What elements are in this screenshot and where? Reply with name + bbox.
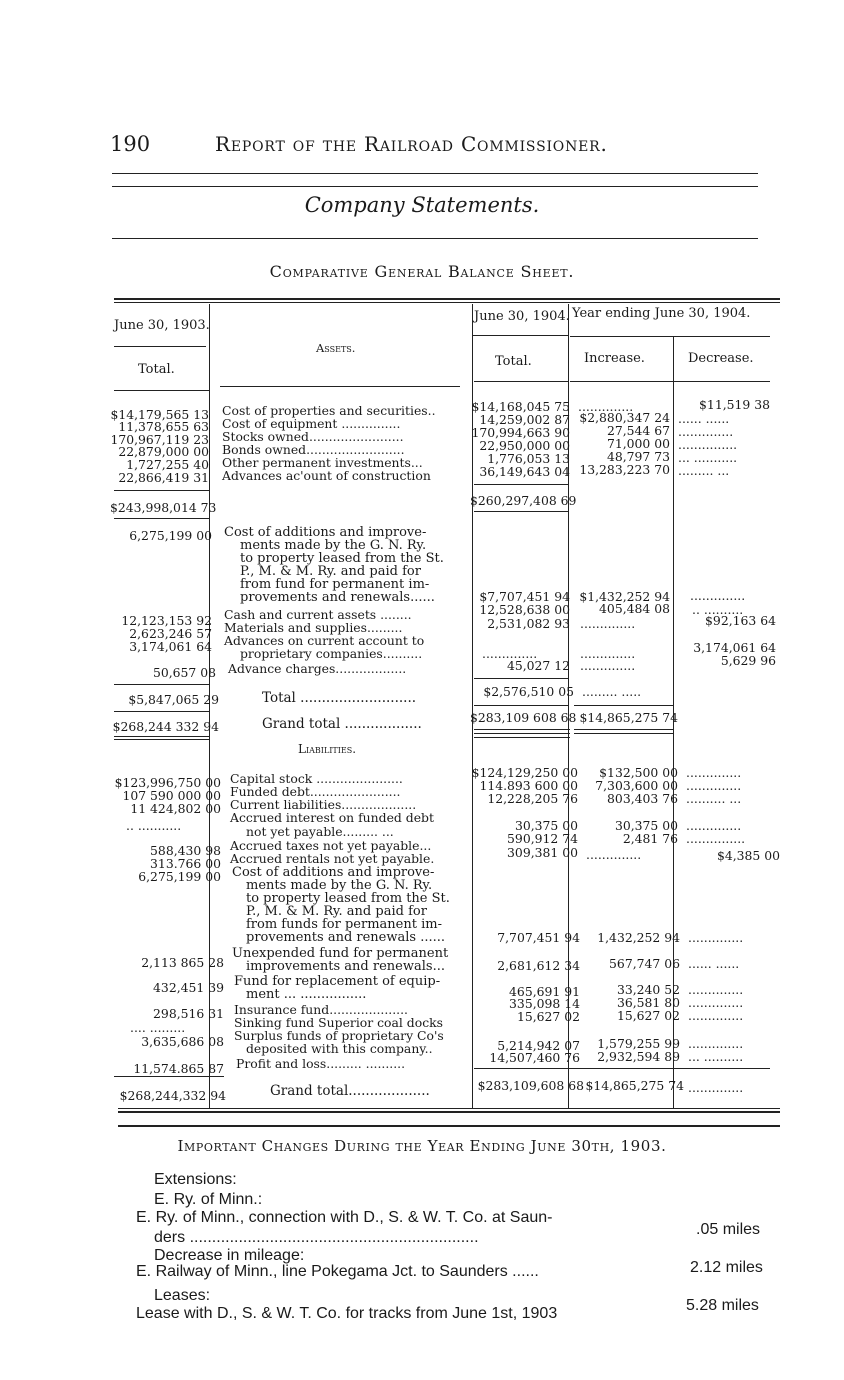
advances-1904: ..............	[482, 646, 538, 661]
changes-line: E. Railway of Minn., line Pokegama Jct. to Saunders ......	[136, 1263, 539, 1280]
rule	[114, 736, 209, 737]
rule	[114, 490, 209, 491]
equipment-fund-1903: 432,451 39	[153, 980, 224, 995]
cash-1903: 12,123,153 92	[121, 613, 212, 628]
materials-increase: ..............	[580, 616, 636, 631]
sinking-1904: 15,627 02	[516, 1009, 580, 1024]
sheet-title: Comparative General Balance Sheet.	[269, 262, 575, 281]
changes-line: Extensions:	[154, 1171, 237, 1188]
grand-total-liab-decrease: ..............	[688, 1080, 744, 1095]
improvements-1903: 6,275,199 00	[129, 528, 212, 543]
rule	[114, 346, 206, 347]
assets-total-1903: $5,847,065 29	[128, 692, 219, 707]
unexpended-increase: 567,747 06	[609, 956, 680, 971]
unexpended-1904: 2,681,612 34	[497, 958, 580, 973]
equipment-fund-increase: 33,240 52	[616, 982, 680, 997]
accrued-taxes-1903: 588,430 98	[150, 843, 221, 858]
improvements-label: provements and renewals......	[240, 590, 435, 605]
improvements-label: P., M. & M. Ry. and paid for	[240, 564, 421, 579]
asset-1904: 1,776,053 13	[487, 451, 570, 466]
surplus-increase: 1,579,255 99	[597, 1036, 680, 1051]
cost-additions-label: to property leased from the St.	[246, 891, 450, 906]
insurance-label: Insurance fund....................	[234, 1002, 408, 1017]
liab-1904: 114.893 600 00	[479, 778, 578, 793]
asset-1904: 22,950,000 00	[479, 438, 570, 453]
accrued-interest-1904: 30,375 00	[514, 818, 578, 833]
asset-1904: 36,149,643 04	[479, 464, 570, 479]
accrued-taxes-1904: 590,912 74	[507, 831, 578, 846]
changes-line: E. Ry. of Minn., connection with D., S. & W. T. Co. at Saun-	[136, 1209, 553, 1226]
rule	[114, 711, 209, 712]
grand-total-liab-label: Grand total...................	[270, 1083, 430, 1099]
changes-value: 2.12 miles	[690, 1259, 763, 1276]
rule	[570, 336, 770, 337]
asset-increase: 48,797 73	[606, 449, 670, 464]
unexpended-label: Unexpended fund for permanent	[232, 946, 449, 961]
header-june-1904: June 30, 1904.	[474, 309, 570, 324]
header-decrease: Decrease.	[688, 351, 754, 366]
changes-value: .05 miles	[696, 1221, 761, 1238]
liab-decrease: .......... ...	[686, 791, 742, 806]
improvements-label: ments made by the G. N. Ry.	[240, 538, 427, 553]
cash-increase: 405,484 08	[599, 601, 670, 616]
sinking-label: Sinking fund Superior coal docks	[234, 1015, 443, 1030]
asset-decrease: ... ...........	[678, 450, 738, 465]
changes-line: E. Ry. of Minn.:	[154, 1191, 263, 1208]
liab-1903: 11 424,802 00	[130, 801, 221, 816]
accrued-rentals-label: Accrued rentals not yet payable.	[230, 851, 435, 866]
rule	[474, 381, 568, 382]
asset-1903: $14,179,565 13	[110, 407, 209, 422]
liab-increase: 7,303,600 00	[595, 778, 678, 793]
accrued-interest-label: Accrued interest on funded debt	[230, 810, 434, 825]
accrued-taxes-decrease: ...............	[686, 831, 746, 846]
profit-1904: 14,507,460 76	[489, 1050, 580, 1065]
table-top-rule	[114, 298, 780, 300]
charges-label: Advance charges..................	[228, 661, 407, 676]
table-bottom-rule	[118, 1111, 780, 1113]
liab-increase: $132,500 00	[599, 765, 678, 780]
surplus-decrease: ..............	[688, 1036, 744, 1051]
asset-decrease: ...............	[678, 437, 738, 452]
liab-1903: 107 590 000 00	[122, 788, 221, 803]
rule	[570, 381, 770, 382]
equipment-fund-decrease: ..............	[688, 982, 744, 997]
assets-subtotal-1904: $260,297,408 69	[470, 493, 577, 508]
cost-additions-label: P., M. & M. Ry. and paid for	[246, 904, 427, 919]
table-bottom-rule	[118, 1108, 780, 1109]
rule	[114, 390, 210, 391]
cost-additions-label: Cost of additions and improve-	[232, 865, 435, 880]
charges-decrease: 5,629 96	[720, 653, 776, 668]
asset-label: Cost of properties and securities..	[222, 403, 436, 418]
changes-line: Lease with D., S. & W. T. Co. for tracks from June 1st, 1903	[136, 1305, 558, 1322]
assets-total-label: Total ...........................	[262, 690, 417, 706]
sinking-decrease: ..............	[688, 1008, 744, 1023]
surplus-label: Surplus funds of proprietary Co's	[234, 1028, 444, 1043]
header-june-1903: June 30, 1903.	[114, 318, 210, 333]
page-number: 190	[110, 132, 151, 156]
asset-decrease: ...... ......	[678, 411, 730, 426]
rule	[112, 173, 758, 174]
equipment-fund-label: Fund for replacement of equip-	[234, 974, 441, 989]
advances-increase: ..............	[580, 646, 636, 661]
header-assets: Assets.	[316, 341, 356, 355]
liab-1904: 12,228,205 76	[487, 791, 578, 806]
rule	[118, 1125, 780, 1127]
grand-total-assets-label: Grand total ..................	[262, 716, 422, 732]
grand-total-assets-increase: $14,865,275 74	[579, 710, 678, 725]
accrued-interest-increase: 30,375 00	[614, 818, 678, 833]
rule	[114, 518, 209, 519]
accrued-rentals-increase: ..............	[586, 847, 642, 862]
improvements-1904: $7,707,451 94	[479, 589, 570, 604]
asset-1903: 22,879,000 00	[118, 444, 209, 459]
cost-additions-label: provements and renewals ......	[246, 930, 446, 945]
insurance-1903: 298,516 31	[153, 1006, 224, 1021]
unexpended-decrease: ...... ......	[688, 956, 740, 971]
materials-1904: 2,531,082 93	[487, 616, 570, 631]
asset-1903: 170,967,119 23	[110, 432, 209, 447]
improvements-decrease: ..............	[690, 588, 746, 603]
asset-increase: 13,283,223 70	[579, 462, 670, 477]
rule	[220, 386, 460, 387]
asset-label: Stocks owned........................	[222, 429, 404, 444]
assets-total-1904: $2,576,510 05	[483, 684, 574, 699]
changes-line: ders .................................................................	[154, 1229, 479, 1246]
cost-additions-label: from funds for permanent im-	[246, 917, 442, 932]
rule	[474, 729, 570, 730]
asset-label: Advances ac'ount of construction	[222, 468, 431, 483]
equipment-fund-1904: 465,691 91	[509, 984, 580, 999]
accrued-interest-decrease: ..............	[686, 818, 742, 833]
asset-1903: 22,866,419 31	[118, 470, 209, 485]
rule	[472, 335, 568, 336]
unexpended-label: improvements and renewals...	[246, 959, 445, 974]
grand-total-assets-1904: $283,109 608 68	[470, 710, 577, 725]
cash-1904: 12,528,638 00	[479, 602, 570, 617]
accrued-taxes-label: Accrued taxes not yet payable...	[230, 838, 432, 853]
liab-label: Funded debt.......................	[230, 784, 401, 799]
asset-label: Other permanent investments...	[222, 455, 423, 470]
header-increase: Increase.	[584, 351, 645, 366]
liab-1904: $124,129,250 00	[471, 765, 578, 780]
rule	[574, 729, 674, 730]
rule	[574, 705, 674, 706]
profit-decrease: ... ..........	[688, 1049, 744, 1064]
surplus-1903: 3,635,686 08	[141, 1034, 224, 1049]
asset-1903: 11,378,655 63	[118, 419, 209, 434]
assets-subtotal-1903: $243,998,014 73	[110, 500, 217, 515]
profit-1903: 11,574.865 87	[133, 1061, 224, 1076]
liab-increase: 803,403 76	[607, 791, 678, 806]
accrued-rentals-1903: 313.766 00	[150, 856, 221, 871]
rule	[578, 1068, 770, 1069]
asset-1904: $14,168,045 75	[471, 399, 570, 414]
section-title: Company Statements.	[304, 193, 540, 217]
insurance-decrease: ..............	[688, 995, 744, 1010]
cash-label: Cash and current assets ........	[224, 607, 412, 622]
materials-decrease: $92,163 64	[705, 613, 776, 628]
changes-line: Leases:	[154, 1287, 211, 1304]
rule	[112, 238, 758, 239]
liab-1903: $123,996,750 00	[114, 775, 221, 790]
asset-label: Cost of equipment ...............	[222, 416, 401, 431]
changes-value: 5.28 miles	[686, 1297, 759, 1314]
header-total-1903: Total.	[138, 362, 175, 377]
asset-decrease: ......... ...	[678, 463, 730, 478]
cost-additions-increase: 1,432,252 94	[597, 930, 680, 945]
materials-label: Materials and supplies.........	[224, 620, 403, 635]
asset-decrease: ..............	[678, 424, 734, 439]
materials-1903: 2,623,246 57	[129, 626, 212, 641]
rule	[474, 705, 568, 706]
advances-label: Advances on current account to	[224, 633, 425, 648]
improvements-label: to property leased from the St.	[240, 551, 444, 566]
cost-additions-label: ments made by the G. N. Ry.	[246, 878, 433, 893]
liab-decrease: ..............	[686, 778, 742, 793]
cost-additions-decrease: ..............	[688, 930, 744, 945]
rule	[474, 484, 568, 485]
asset-increase: 27,544 67	[606, 423, 670, 438]
rule	[114, 739, 209, 740]
rule	[474, 1068, 584, 1069]
cost-additions-1903: 6,275,199 00	[138, 869, 221, 884]
liab-label: Capital stock ......................	[230, 771, 403, 786]
running-title: Report of the Railroad Commissioner.	[215, 132, 608, 156]
liab-label: Current liabilities...................	[230, 797, 417, 812]
assets-total-increase: ......... .....	[582, 684, 642, 699]
liabilities-heading: Liabilities.	[298, 742, 357, 756]
charges-increase: ..............	[580, 658, 636, 673]
grand-total-liab-1904: $283,109,608 68	[477, 1078, 584, 1093]
equipment-fund-label: ment ... ................	[246, 987, 367, 1002]
advances-label: proprietary companies..........	[240, 646, 423, 661]
rule	[474, 733, 570, 734]
grand-total-liab-1903: $268,244,332 94	[119, 1088, 226, 1103]
surplus-1904: 5,214,942 07	[497, 1038, 580, 1053]
asset-label: Bonds owned.........................	[222, 442, 405, 457]
asset-1903: 1,727,255 40	[126, 457, 209, 472]
unexpended-1903: 2,113 865 28	[141, 955, 224, 970]
accrued-rentals-1904: 309,381 00	[507, 845, 578, 860]
rule	[474, 511, 568, 512]
asset-1904: 14,259,002 87	[479, 412, 570, 427]
accrued-interest-1903: .. ...........	[126, 818, 182, 833]
asset-1904: 170,994,663 90	[471, 425, 570, 440]
accrued-interest-label: not yet payable......... ...	[246, 824, 394, 839]
changes-line: Decrease in mileage:	[154, 1247, 305, 1264]
insurance-increase: 36,581 80	[616, 995, 680, 1010]
charges-1903: 50,657 08	[152, 665, 216, 680]
grand-total-assets-1903: $268,244 332 94	[112, 719, 219, 734]
table-top-rule	[114, 302, 780, 303]
accrued-rentals-decrease: $4,385 00	[716, 848, 780, 863]
changes-title: Important Changes During the Year Ending June 30th, 1903.	[177, 1137, 667, 1155]
cost-additions-1904: 7,707,451 94	[497, 930, 580, 945]
header-year-ending: Year ending June 30, 1904.	[572, 306, 751, 321]
asset-increase: $2,880,347 24	[579, 410, 670, 425]
advances-1903: 3,174,061 64	[129, 639, 212, 654]
rule	[474, 737, 570, 738]
asset-increase: ..............	[578, 399, 634, 414]
improvements-label: from fund for permanent im-	[240, 577, 430, 592]
rule	[112, 186, 758, 187]
improvements-increase: $1,432,252 94	[579, 589, 670, 604]
charges-1904: 45,027 12	[506, 658, 570, 673]
improvements-label: Cost of additions and improve-	[224, 525, 427, 540]
advances-decrease: 3,174,061 64	[693, 640, 776, 655]
surplus-label: deposited with this company..	[246, 1041, 433, 1056]
accrued-taxes-increase: 2,481 76	[622, 831, 678, 846]
profit-label: Profit and loss......... ..........	[236, 1056, 406, 1071]
cash-decrease: .. ..........	[692, 602, 744, 617]
sinking-increase: 15,627 02	[616, 1008, 680, 1023]
insurance-1904: 335,098 14	[509, 996, 580, 1011]
liab-decrease: ..............	[686, 765, 742, 780]
rule	[474, 678, 568, 679]
profit-increase: 2,932,594 89	[597, 1049, 680, 1064]
rule	[114, 684, 209, 685]
header-total-1904: Total.	[495, 354, 532, 369]
rule	[114, 1076, 224, 1077]
asset-decrease: $11,519 38	[699, 397, 770, 412]
rule	[574, 733, 674, 734]
asset-increase: 71,000 00	[606, 436, 670, 451]
grand-total-liab-increase: $14,865,275 74	[585, 1078, 684, 1093]
sinking-1903: .... .........	[130, 1020, 186, 1035]
